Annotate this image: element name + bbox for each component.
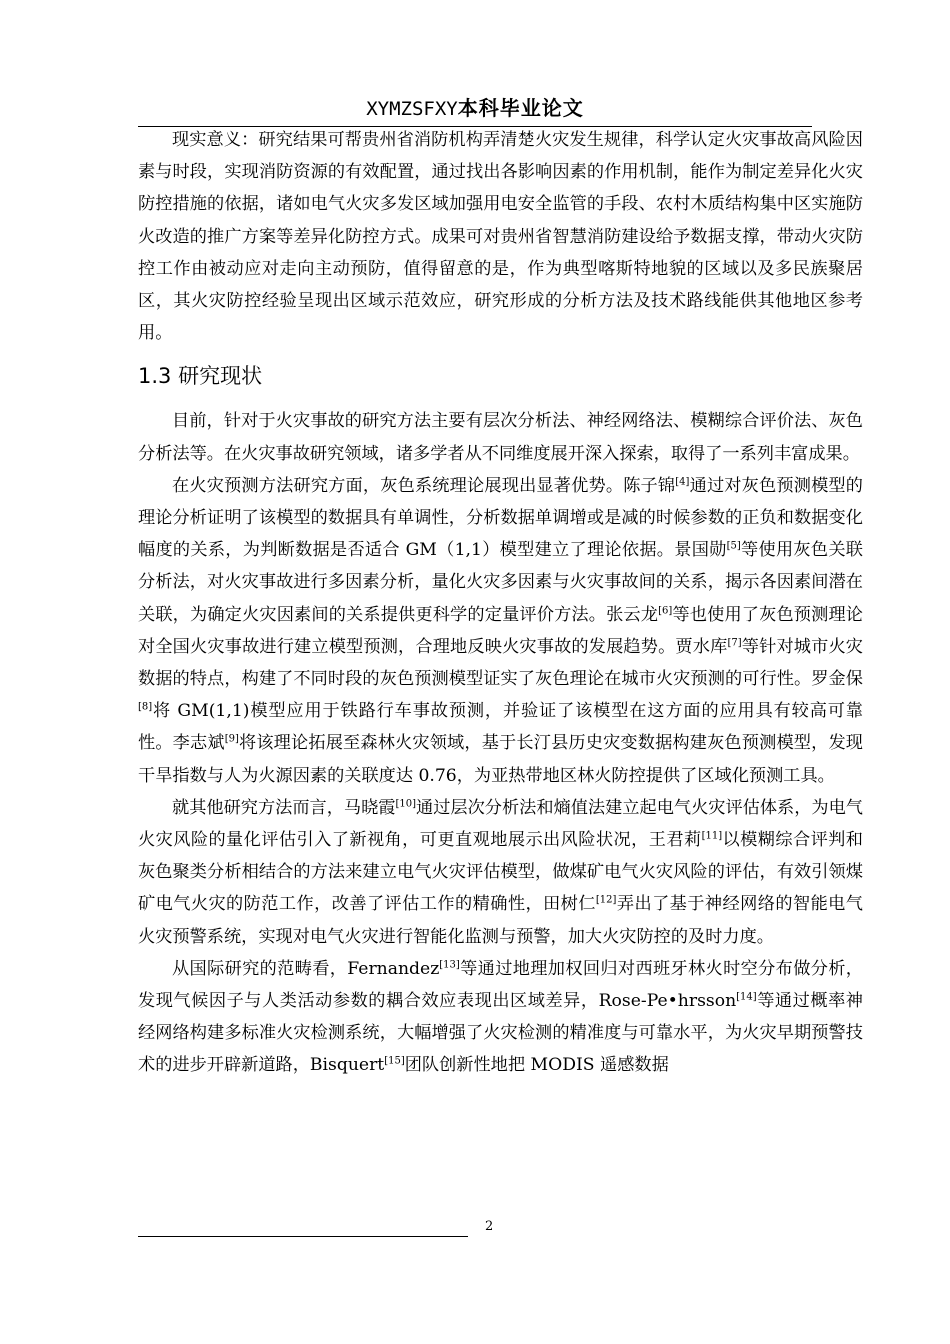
header-latin: XYMZSFXY <box>366 98 458 120</box>
page-header <box>138 92 812 127</box>
footer-rule <box>138 1236 468 1237</box>
text-segment: 以模糊综合评判和灰色聚类分析相结合的方法来建立电气火灾评估模型，做煤矿电气火灾风险的评估，有效引领煤矿电气火灾的防范工作，改善了评估工作的精确性，田树仁 <box>138 830 863 915</box>
text-segment: 团队创新性地把 MODIS 遥感数据 <box>404 1055 669 1076</box>
citation-ref: [14] <box>736 991 757 1003</box>
text-segment: 等使用灰色关联分析法，对火灾事故进行多因素分析，量化火灾多因素与火灾事故间的关系，揭示各因素间潜在关联，为确定火灾因素间的关系提供更科学的定量评价方法。张云龙 <box>138 540 863 625</box>
text-segment: 在火灾预测方法研究方面，灰色系统理论展现出显著优势。陈子锦 <box>172 475 676 496</box>
citation-ref: [5] <box>726 540 741 552</box>
citation-ref: [15] <box>384 1055 405 1067</box>
citation-ref: [6] <box>658 604 673 616</box>
citation-ref: [4] <box>675 476 690 488</box>
text-segment: 弄出了基于神经网络的智能电气火灾预警系统，实现对电气火灾进行智能化监测与预警，加大火灾防控的及时力度。 <box>138 894 863 947</box>
paragraph-other-methods <box>138 792 863 953</box>
paragraph-practical-significance: 现实意义：研究结果可帮贵州省消防机构弄清楚火灾发生规律，科学认定火灾事故高风险因素与时段，实现消防资源的有效配置，通过找出各影响因素的作用机制，能作为制定差异化火灾防控措施的依据，诸如电气火灾多发区域加强用电安全监管的手段、农村木质结构集中区实施防火改造的推广方案等差异化防控方式。成果可对贵州省智慧消防建设给予数据支撑，带动火灾防控工作由被动应对走向主动预防，值得留意的是，作为典型喀斯特地貌的区域以及多民族聚居区，其火灾防控经验呈现出区域示范效应，研究形成的分析方法及技术路线能供其他地区参考用。 <box>138 130 863 344</box>
page-body <box>138 124 863 1082</box>
paragraph-international-research <box>138 953 863 1082</box>
header-chinese: 本科毕业论文 <box>457 96 584 120</box>
citation-ref: [8] <box>138 701 153 713</box>
section-title: 1.3 研究现状 <box>138 364 263 389</box>
text-segment: 将该理论拓展至森林火灾领域，基于长汀县历史灾变数据构建灰色预测模型，发现干旱指数与人为火源因素的关联度达 0.76，为亚热带地区林火防控提供了区域化预测工具。 <box>138 733 863 786</box>
text-segment: 从国际研究的范畴看，Fernandez <box>172 958 440 979</box>
text-segment: 等针对城市火灾数据的特点，构建了不同时段的灰色预测模型证实了灰色理论在城市火灾预测的可行性。罗金保 <box>138 636 863 690</box>
citation-ref: [7] <box>727 637 742 649</box>
header-title <box>366 92 584 125</box>
text-segment: 等通过地理加权回归对西班牙林火时空分布做分析，发现气候因子与人类活动参数的耦合效应表现出区域差异，Rose-Pe•hrsson <box>138 958 863 1012</box>
text-segment: 就其他研究方法而言，马晓霞 <box>172 797 396 818</box>
paragraph-grey-prediction <box>138 470 863 792</box>
page-number: 2 <box>485 1219 494 1234</box>
citation-ref: [12] <box>595 894 617 906</box>
citation-ref: [11] <box>701 830 723 842</box>
text-segment: 通过层次分析法和熵值法建立起电气火灾评估体系，为电气火灾风险的量化评估引入了新视角，可更直观地展示出风险状况，王君莉 <box>138 797 863 851</box>
paragraph-research-methods: 目前，针对于火灾事故的研究方法主要有层次分析法、神经网络法、模糊综合评价法、灰色分析法等。在火灾事故研究领域，诸多学者从不同维度展开深入探索，取得了一系列丰富成果。 <box>138 411 863 464</box>
citation-ref: [10] <box>395 798 417 810</box>
citation-ref: [9] <box>224 733 239 745</box>
text-segment: 将 GM(1,1)模型应用于铁路行车事故预测，并验证了该模型在这方面的应用具有较高可靠性。李志斌 <box>138 701 863 754</box>
text-segment: 等通过概率神经网络构建多标准火灾检测系统，大幅增强了火灾检测的精准度与可靠水平，为火灾早期预警技术的进步开辟新道路，Bisquert <box>138 991 863 1076</box>
text-segment: 通过对灰色预测模型的理论分析证明了该模型的数据具有单调性，分析数据单调增或是减的时候参数的正负和数据变化幅度的关系，为判断数据是否适合 GM（1,1）模型建立了理论依据。景国勋 <box>138 475 863 561</box>
citation-ref: [13] <box>439 959 460 971</box>
text-segment: 等也使用了灰色预测理论对全国火灾事故进行建立模型预测，合理地反映火灾事故的发展趋势。贾水库 <box>138 604 863 657</box>
